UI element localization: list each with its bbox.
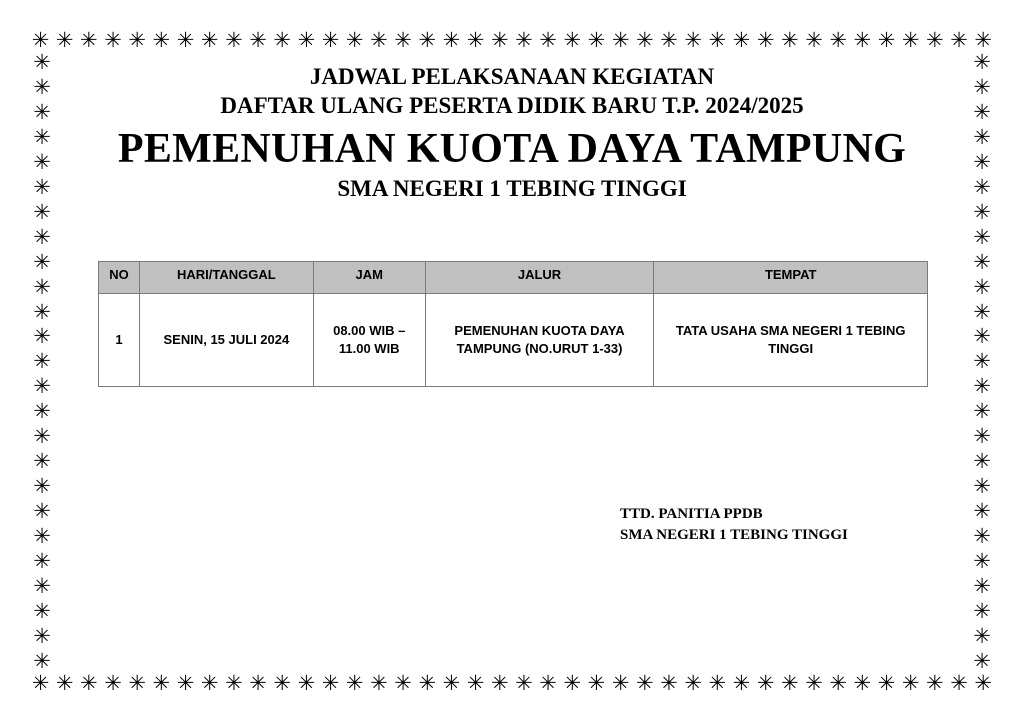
asterisk-ornament-icon: ✳	[563, 27, 582, 52]
asterisk-ornament-icon: ✳	[684, 27, 702, 52]
asterisk-ornament-icon: ✳	[973, 474, 991, 499]
asterisk-ornament-icon: ✳	[877, 670, 896, 695]
asterisk-ornament-icon: ✳	[490, 27, 509, 52]
asterisk-ornament-icon: ✳	[33, 623, 51, 648]
cell-jalur: PEMENUHAN KUOTA DAYA TAMPUNG (NO.URUT 1-33)	[425, 294, 654, 387]
asterisk-ornament-icon: ✳	[442, 27, 461, 52]
asterisk-ornament-icon: ✳	[973, 499, 991, 524]
column-header-jalur: JALUR	[425, 262, 654, 294]
asterisk-ornament-icon: ✳	[853, 27, 872, 52]
asterisk-ornament-icon: ✳	[781, 27, 799, 52]
schedule-table	[98, 261, 928, 387]
asterisk-ornament-icon: ✳	[708, 27, 727, 52]
asterisk-ornament-icon: ✳	[33, 299, 51, 324]
asterisk-ornament-icon: ✳	[973, 399, 991, 424]
asterisk-ornament-icon: ✳	[660, 27, 678, 52]
asterisk-ornament-icon: ✳	[418, 27, 437, 52]
asterisk-ornament-icon: ✳	[128, 670, 146, 695]
asterisk-ornament-icon: ✳	[515, 27, 533, 52]
border-bottom	[29, 670, 995, 696]
asterisk-ornament-icon: ✳	[973, 124, 991, 149]
asterisk-ornament-icon: ✳	[973, 598, 991, 623]
signature-line-1: TTD. PANITIA PPDB	[620, 506, 763, 522]
column-header-hari-tanggal: HARI/TANGGAL	[139, 262, 313, 294]
asterisk-ornament-icon: ✳	[901, 670, 920, 695]
asterisk-ornament-icon: ✳	[80, 670, 98, 695]
asterisk-ornament-icon: ✳	[781, 670, 799, 695]
asterisk-ornament-icon: ✳	[756, 27, 775, 52]
asterisk-ornament-icon: ✳	[660, 670, 678, 695]
asterisk-ornament-icon: ✳	[829, 670, 847, 695]
asterisk-ornament-icon: ✳	[33, 52, 51, 74]
asterisk-ornament-icon: ✳	[973, 324, 991, 349]
asterisk-ornament-icon: ✳	[973, 449, 991, 474]
asterisk-ornament-icon: ✳	[33, 648, 51, 672]
asterisk-ornament-icon: ✳	[950, 27, 968, 52]
asterisk-ornament-icon: ✳	[33, 124, 51, 149]
cell-no: 1	[99, 294, 140, 387]
asterisk-ornament-icon: ✳	[200, 670, 219, 695]
asterisk-ornament-icon: ✳	[33, 524, 51, 549]
asterisk-ornament-icon: ✳	[973, 574, 991, 599]
asterisk-ornament-icon: ✳	[345, 670, 364, 695]
asterisk-ornament-icon: ✳	[973, 274, 991, 299]
asterisk-ornament-icon: ✳	[297, 27, 316, 52]
asterisk-ornament-icon: ✳	[974, 670, 992, 695]
asterisk-ornament-icon: ✳	[973, 299, 991, 324]
asterisk-ornament-icon: ✳	[587, 27, 606, 52]
column-header-tempat: TEMPAT	[654, 262, 928, 294]
asterisk-ornament-icon: ✳	[31, 27, 50, 52]
asterisk-ornament-icon: ✳	[974, 27, 992, 52]
asterisk-ornament-icon: ✳	[225, 670, 243, 695]
table-header-row	[99, 262, 928, 294]
asterisk-ornament-icon: ✳	[926, 670, 944, 695]
asterisk-ornament-icon: ✳	[950, 670, 968, 695]
asterisk-ornament-icon: ✳	[973, 249, 991, 274]
asterisk-ornament-icon: ✳	[732, 670, 751, 695]
asterisk-ornament-icon: ✳	[973, 623, 991, 648]
cell-hari-tanggal: SENIN, 15 JULI 2024	[139, 294, 313, 387]
asterisk-ornament-icon: ✳	[973, 99, 991, 124]
asterisk-ornament-icon: ✳	[973, 52, 991, 74]
asterisk-ornament-icon: ✳	[973, 199, 991, 224]
asterisk-ornament-icon: ✳	[539, 670, 557, 695]
asterisk-ornament-icon: ✳	[33, 274, 51, 299]
asterisk-ornament-icon: ✳	[104, 27, 122, 52]
asterisk-ornament-icon: ✳	[33, 574, 51, 599]
asterisk-ornament-icon: ✳	[973, 424, 991, 449]
asterisk-ornament-icon: ✳	[515, 670, 533, 695]
asterisk-ornament-icon: ✳	[708, 670, 727, 695]
asterisk-ornament-icon: ✳	[973, 224, 991, 249]
asterisk-ornament-icon: ✳	[33, 99, 51, 124]
asterisk-ornament-icon: ✳	[33, 424, 51, 449]
asterisk-ornament-icon: ✳	[635, 670, 654, 695]
asterisk-ornament-icon: ✳	[33, 224, 51, 249]
asterisk-ornament-icon: ✳	[33, 349, 51, 374]
asterisk-ornament-icon: ✳	[33, 324, 51, 349]
table-row	[99, 294, 928, 387]
asterisk-ornament-icon: ✳	[31, 670, 50, 695]
asterisk-ornament-icon: ✳	[33, 449, 51, 474]
asterisk-ornament-icon: ✳	[563, 670, 582, 695]
asterisk-ornament-icon: ✳	[152, 670, 171, 695]
asterisk-ornament-icon: ✳	[273, 27, 292, 52]
asterisk-ornament-icon: ✳	[33, 499, 51, 524]
asterisk-ornament-icon: ✳	[901, 27, 920, 52]
asterisk-ornament-icon: ✳	[345, 27, 364, 52]
asterisk-ornament-icon: ✳	[33, 199, 51, 224]
asterisk-ornament-icon: ✳	[370, 27, 388, 52]
page-title: PEMENUHAN KUOTA DAYA TAMPUNG	[117, 126, 907, 172]
column-header-no: NO	[99, 262, 140, 294]
asterisk-ornament-icon: ✳	[176, 670, 195, 695]
column-header-jam: JAM	[313, 262, 425, 294]
asterisk-ornament-icon: ✳	[104, 670, 122, 695]
signature-line-2: SMA NEGERI 1 TEBING TINGGI	[620, 527, 848, 543]
asterisk-ornament-icon: ✳	[973, 648, 991, 672]
asterisk-ornament-icon: ✳	[756, 670, 775, 695]
school-name: SMA NEGERI 1 TEBING TINGGI	[337, 176, 687, 201]
asterisk-ornament-icon: ✳	[853, 670, 872, 695]
asterisk-ornament-icon: ✳	[370, 670, 388, 695]
asterisk-ornament-icon: ✳	[973, 374, 991, 399]
asterisk-ornament-icon: ✳	[33, 149, 51, 174]
asterisk-ornament-icon: ✳	[684, 670, 702, 695]
asterisk-ornament-icon: ✳	[611, 27, 630, 52]
asterisk-ornament-icon: ✳	[55, 27, 74, 52]
asterisk-ornament-icon: ✳	[321, 670, 340, 695]
asterisk-ornament-icon: ✳	[33, 598, 51, 623]
cell-tempat: TATA USAHA SMA NEGERI 1 TEBING TINGGI	[654, 294, 928, 387]
asterisk-ornament-icon: ✳	[466, 670, 485, 695]
asterisk-ornament-icon: ✳	[394, 670, 412, 695]
asterisk-ornament-icon: ✳	[973, 149, 991, 174]
asterisk-ornament-icon: ✳	[33, 74, 51, 99]
asterisk-ornament-icon: ✳	[33, 374, 51, 399]
asterisk-ornament-icon: ✳	[225, 27, 243, 52]
asterisk-ornament-icon: ✳	[973, 524, 991, 549]
border-top	[29, 27, 995, 53]
asterisk-ornament-icon: ✳	[805, 670, 823, 695]
asterisk-ornament-icon: ✳	[249, 670, 267, 695]
asterisk-ornament-icon: ✳	[80, 27, 98, 52]
asterisk-ornament-icon: ✳	[176, 27, 195, 52]
asterisk-ornament-icon: ✳	[418, 670, 437, 695]
header-line-1: JADWAL PELAKSANAAN KEGIATAN	[309, 64, 715, 89]
asterisk-ornament-icon: ✳	[321, 27, 340, 52]
asterisk-ornament-icon: ✳	[273, 670, 292, 695]
asterisk-ornament-icon: ✳	[466, 27, 485, 52]
asterisk-ornament-icon: ✳	[152, 27, 171, 52]
asterisk-ornament-icon: ✳	[587, 670, 606, 695]
asterisk-ornament-icon: ✳	[805, 27, 823, 52]
asterisk-ornament-icon: ✳	[55, 670, 74, 695]
asterisk-ornament-icon: ✳	[128, 27, 146, 52]
asterisk-ornament-icon: ✳	[442, 670, 461, 695]
asterisk-ornament-icon: ✳	[539, 27, 557, 52]
asterisk-ornament-icon: ✳	[200, 27, 219, 52]
asterisk-ornament-icon: ✳	[973, 549, 991, 574]
asterisk-ornament-icon: ✳	[249, 27, 267, 52]
asterisk-ornament-icon: ✳	[877, 27, 896, 52]
asterisk-ornament-icon: ✳	[611, 670, 630, 695]
asterisk-ornament-icon: ✳	[33, 249, 51, 274]
asterisk-ornament-icon: ✳	[33, 549, 51, 574]
asterisk-ornament-icon: ✳	[635, 27, 654, 52]
asterisk-ornament-icon: ✳	[33, 474, 51, 499]
asterisk-ornament-icon: ✳	[394, 27, 412, 52]
header-line-2: DAFTAR ULANG PESERTA DIDIK BARU T.P. 2024/2025	[220, 93, 804, 118]
asterisk-ornament-icon: ✳	[926, 27, 944, 52]
asterisk-ornament-icon: ✳	[973, 349, 991, 374]
asterisk-ornament-icon: ✳	[490, 670, 509, 695]
asterisk-ornament-icon: ✳	[33, 174, 51, 199]
asterisk-ornament-icon: ✳	[829, 27, 847, 52]
asterisk-ornament-icon: ✳	[732, 27, 751, 52]
asterisk-ornament-icon: ✳	[33, 399, 51, 424]
asterisk-ornament-icon: ✳	[297, 670, 316, 695]
asterisk-ornament-icon: ✳	[973, 174, 991, 199]
cell-jam: 08.00 WIB – 11.00 WIB	[313, 294, 425, 387]
asterisk-ornament-icon: ✳	[973, 74, 991, 99]
